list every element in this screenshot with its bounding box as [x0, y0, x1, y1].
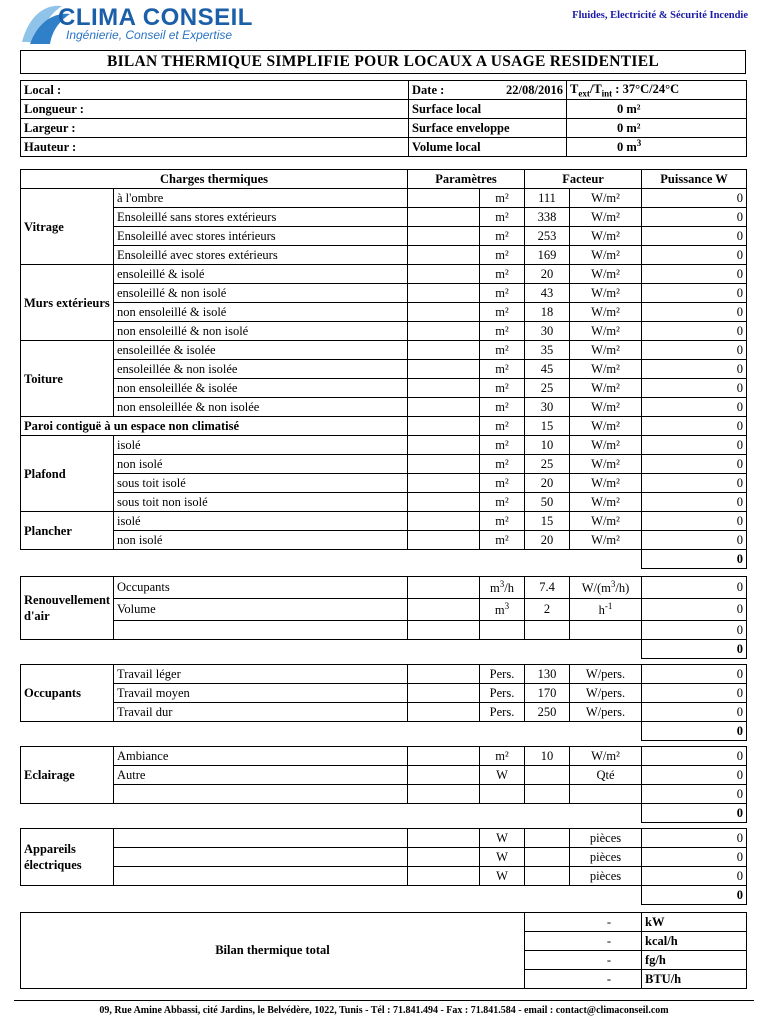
table-row: [21, 284, 747, 303]
temp-sep: /T: [589, 81, 602, 96]
table-row: [21, 303, 747, 322]
table-row: [21, 665, 747, 684]
param-input: [408, 284, 480, 303]
brand-tagline: Ingénierie, Conseil et Expertise: [66, 28, 233, 42]
table-row: [21, 379, 747, 398]
param-input: [408, 208, 480, 227]
row-factor: [525, 785, 570, 804]
row-factor-unit: Qté: [570, 766, 642, 785]
row-unit: m²: [480, 303, 525, 322]
row-label: [114, 848, 408, 867]
group-label-toiture: Toiture: [21, 341, 114, 417]
row-factor-unit: W/m²: [570, 398, 642, 417]
footer-rule: [14, 1000, 754, 1001]
table-row: [21, 867, 747, 886]
temp-ext: ext: [578, 88, 590, 99]
spacer: [21, 550, 642, 569]
row-unit: m²: [480, 436, 525, 455]
longueur-label: Longueur :: [21, 100, 409, 119]
bilan-value: -: [525, 951, 642, 970]
param-input: [408, 684, 480, 703]
spacer: [21, 722, 642, 741]
table-row: [21, 398, 747, 417]
row-unit: m²: [480, 227, 525, 246]
row-factor-unit: W/pers.: [570, 684, 642, 703]
surface-enveloppe-label: Surface enveloppe: [409, 119, 567, 138]
row-factor: [525, 848, 570, 867]
funit-exp: 3: [610, 578, 616, 589]
row-factor: 25: [525, 455, 570, 474]
bilan-value: -: [525, 913, 642, 932]
col-charges: Charges thermiques: [21, 170, 408, 189]
renouvellement-label: Renouvellement d'air: [21, 577, 114, 640]
param-input: [408, 417, 480, 436]
param-input: [408, 867, 480, 886]
row-unit: m²: [480, 189, 525, 208]
renouvellement-table: [20, 576, 747, 659]
temp-t: T: [570, 81, 579, 96]
row-factor: 10: [525, 436, 570, 455]
row-unit: W: [480, 829, 525, 848]
table-row: [21, 246, 747, 265]
param-input: [408, 303, 480, 322]
table-row: [21, 684, 747, 703]
param-input: [408, 246, 480, 265]
row-factor: 253: [525, 227, 570, 246]
row-label: Travail moyen: [114, 684, 408, 703]
row-label: [114, 867, 408, 886]
funit-base: h: [598, 603, 605, 618]
row-label: non ensoleillé & isolé: [114, 303, 408, 322]
param-input: [408, 665, 480, 684]
row-unit: m²: [480, 747, 525, 766]
row-label: isolé: [114, 436, 408, 455]
param-input: [408, 398, 480, 417]
row-label: [114, 829, 408, 848]
row-factor: 45: [525, 360, 570, 379]
row-label: Ensoleillé sans stores extérieurs: [114, 208, 408, 227]
row-unit: W: [480, 848, 525, 867]
row-factor: 30: [525, 322, 570, 341]
param-input: [408, 829, 480, 848]
row-label: sous toit isolé: [114, 474, 408, 493]
row-unit: m²: [480, 341, 525, 360]
row-power: 0: [642, 747, 747, 766]
param-input: [408, 455, 480, 474]
eclairage-subtotal: 0: [642, 804, 747, 823]
row-factor-unit: W/m²: [570, 208, 642, 227]
param-input: [408, 747, 480, 766]
col-facteur: Facteur: [525, 170, 642, 189]
table-row: [21, 848, 747, 867]
table-row: [21, 829, 747, 848]
row-power: 0: [642, 322, 747, 341]
funit-base: W/(m: [581, 581, 611, 596]
row-factor-unit: W/m²: [570, 284, 642, 303]
row-label: ensoleillé & isolé: [114, 265, 408, 284]
group-label-plancher: Plancher: [21, 512, 114, 550]
param-input: [408, 703, 480, 722]
param-input: [408, 436, 480, 455]
services-line: Fluides, Electricité & Sécurité Incendie: [572, 10, 748, 21]
row-unit: Pers.: [480, 703, 525, 722]
row-factor-unit: W/m²: [570, 227, 642, 246]
unit-exp: 3: [499, 578, 505, 589]
date-label: Date :: [412, 82, 445, 97]
bilan-body: [21, 913, 747, 989]
row-power: 0: [642, 208, 747, 227]
renouvellement-extra-power: 0: [642, 621, 747, 640]
row-power: 0: [642, 829, 747, 848]
bilan-value: -: [525, 970, 642, 989]
row-power: 0: [642, 684, 747, 703]
row-power: 0: [642, 189, 747, 208]
row-unit: m²: [480, 284, 525, 303]
row-label: sous toit non isolé: [114, 493, 408, 512]
funit-tail: /h): [615, 581, 630, 596]
charges-body: [21, 189, 747, 550]
row-unit: m²: [480, 455, 525, 474]
row-factor-unit: W/m²: [570, 493, 642, 512]
row-power: 0: [642, 531, 747, 550]
row-power: 0: [642, 493, 747, 512]
row-factor: 10: [525, 747, 570, 766]
row-factor-unit: W/m²: [570, 379, 642, 398]
row-unit: m²: [480, 208, 525, 227]
bilan-unit: fg/h: [642, 951, 747, 970]
occupants-table: [20, 664, 747, 741]
eclairage-table: [20, 746, 747, 823]
row-factor: 130: [525, 665, 570, 684]
occupants-subtotal: 0: [642, 722, 747, 741]
surface-enveloppe-value: [567, 119, 747, 138]
row-unit: m²: [480, 265, 525, 284]
row-power: 0: [642, 848, 747, 867]
row-factor: 25: [525, 379, 570, 398]
table-row: [21, 265, 747, 284]
surface-local-label: Surface local: [409, 100, 567, 119]
table-row: [21, 341, 747, 360]
row-factor: 15: [525, 512, 570, 531]
row-label: ensoleillée & isolée: [114, 341, 408, 360]
row-factor-unit: W/pers.: [570, 703, 642, 722]
bilan-unit: kcal/h: [642, 932, 747, 951]
row-label: ensoleillée & non isolée: [114, 360, 408, 379]
group-label-vitrage: Vitrage: [21, 189, 114, 265]
row-unit: m²: [480, 379, 525, 398]
param-input: [408, 531, 480, 550]
row-factor: 18: [525, 303, 570, 322]
row-factor-unit: pièces: [570, 867, 642, 886]
row-label: Ensoleillé avec stores extérieurs: [114, 246, 408, 265]
charges-table: [20, 169, 747, 569]
row-factor: 250: [525, 703, 570, 722]
col-puissance: Puissance W: [642, 170, 747, 189]
row-unit: [480, 785, 525, 804]
row-power: 0: [642, 360, 747, 379]
table-row: [21, 455, 747, 474]
renouvellement-occupants-label: Occupants: [114, 577, 408, 599]
temp-int: int: [601, 88, 613, 99]
row-label: [114, 785, 408, 804]
volume-local-value: [567, 138, 747, 157]
row-factor: 338: [525, 208, 570, 227]
surface-local-value: [567, 100, 747, 119]
row-factor: 50: [525, 493, 570, 512]
bilan-unit: kW: [642, 913, 747, 932]
spacer: [21, 640, 642, 659]
param-input: [408, 227, 480, 246]
row-factor: 169: [525, 246, 570, 265]
row-power: 0: [642, 455, 747, 474]
table-row: [21, 512, 747, 531]
row-factor-unit: W/m²: [570, 360, 642, 379]
bilan-value: -: [525, 932, 642, 951]
row-power: 0: [642, 867, 747, 886]
renouvellement-volume-factor: 2: [525, 599, 570, 621]
row-factor-unit: W/m²: [570, 455, 642, 474]
row-factor: 20: [525, 265, 570, 284]
occupants-label: Occupants: [21, 665, 114, 722]
appareils-label: Appareils électriques: [21, 829, 114, 886]
unit-base: m: [494, 603, 505, 618]
row-unit: Pers.: [480, 684, 525, 703]
row-factor-unit: W/m²: [570, 531, 642, 550]
row-factor-unit: W/m²: [570, 747, 642, 766]
table-row: [21, 913, 747, 932]
row-factor-unit: [570, 785, 642, 804]
unit-tail: /h: [504, 581, 514, 596]
param-input: [408, 577, 480, 599]
subtotal-charges: 0: [642, 550, 747, 569]
row-power: 0: [642, 703, 747, 722]
row-unit: m²: [480, 398, 525, 417]
table-row: [21, 417, 747, 436]
param-input: [408, 341, 480, 360]
row-unit: m²: [480, 493, 525, 512]
row-label: Autre: [114, 766, 408, 785]
row-factor-unit: pièces: [570, 848, 642, 867]
col-parametres: Paramètres: [408, 170, 525, 189]
renouvellement-occupants-funit: [570, 577, 642, 599]
surface-enveloppe-number: 0 m²: [617, 120, 641, 135]
renouvellement-volume-unit: [480, 599, 525, 621]
occupants-body: [21, 665, 747, 722]
row-power: 0: [642, 436, 747, 455]
param-input: [408, 322, 480, 341]
unit-exp: 3: [504, 600, 510, 611]
empty-cell: [570, 621, 642, 640]
row-label: isolé: [114, 512, 408, 531]
row-factor-unit: W/m²: [570, 474, 642, 493]
row-factor-unit: W/m²: [570, 303, 642, 322]
row-factor: 111: [525, 189, 570, 208]
row-power: 0: [642, 398, 747, 417]
row-factor-unit: W/m²: [570, 512, 642, 531]
empty-cell: [480, 621, 525, 640]
row-unit: m²: [480, 531, 525, 550]
table-row: [21, 531, 747, 550]
local-label: Local :: [21, 81, 409, 100]
eclairage-body: [21, 747, 747, 804]
appareils-table: [20, 828, 747, 905]
date-cell: [409, 81, 567, 100]
row-factor-unit: W/m²: [570, 189, 642, 208]
spacer: [21, 804, 642, 823]
eclairage-label: Eclairage: [21, 747, 114, 804]
row-factor: [525, 829, 570, 848]
table-row: [21, 766, 747, 785]
table-row: [21, 493, 747, 512]
date-value: 22/08/2016: [506, 82, 563, 97]
table-row: [21, 360, 747, 379]
brand-name: CLIMA CONSEIL: [58, 4, 253, 31]
temperature-cell: [567, 81, 747, 100]
row-power: 0: [642, 246, 747, 265]
bilan-table: [20, 912, 747, 989]
volume-local-label: Volume local: [409, 138, 567, 157]
row-label: non ensoleillée & non isolée: [114, 398, 408, 417]
row-factor-unit: pièces: [570, 829, 642, 848]
table-row: [21, 189, 747, 208]
row-power: 0: [642, 665, 747, 684]
param-input: [408, 379, 480, 398]
row-factor: [525, 867, 570, 886]
row-label: Travail léger: [114, 665, 408, 684]
group-label-plafond: Plafond: [21, 436, 114, 512]
param-input: [408, 766, 480, 785]
group-label-paroi: Paroi contiguë à un espace non climatisé: [21, 417, 408, 436]
empty-cell: [114, 621, 408, 640]
hauteur-label: Hauteur :: [21, 138, 409, 157]
table-row: [21, 785, 747, 804]
param-input: [408, 785, 480, 804]
table-row: [21, 208, 747, 227]
row-label: non ensoleillé & non isolé: [114, 322, 408, 341]
table-row: [21, 322, 747, 341]
row-factor-unit: W/m²: [570, 322, 642, 341]
row-factor: 43: [525, 284, 570, 303]
row-unit: m²: [480, 417, 525, 436]
footer-address: 09, Rue Amine Abbassi, cité Jardins, le Belvédère, 1022, Tunis - Tél : 71.841.494 - Fax : 71.841.584 - email : contact@climaconseil.com: [99, 1005, 669, 1016]
renouvellement-occupants-power: 0: [642, 577, 747, 599]
row-unit: m²: [480, 512, 525, 531]
surface-local-number: 0 m²: [617, 101, 641, 116]
unit-base: m: [490, 581, 500, 596]
row-label: non ensoleillée & isolée: [114, 379, 408, 398]
param-input: [408, 189, 480, 208]
appareils-body: [21, 829, 747, 886]
row-unit: Pers.: [480, 665, 525, 684]
table-row: [21, 436, 747, 455]
row-unit: m²: [480, 246, 525, 265]
renouvellement-occupants-factor: 7.4: [525, 577, 570, 599]
row-label: à l'ombre: [114, 189, 408, 208]
table-row: [21, 474, 747, 493]
param-input: [408, 265, 480, 284]
row-factor: 30: [525, 398, 570, 417]
param-input: [408, 360, 480, 379]
row-factor-unit: W/m²: [570, 246, 642, 265]
row-power: 0: [642, 766, 747, 785]
renouvellement-occupants-unit: [480, 577, 525, 599]
row-label: Ensoleillé avec stores intérieurs: [114, 227, 408, 246]
row-unit: m²: [480, 360, 525, 379]
row-factor: 20: [525, 531, 570, 550]
funit-exp: -1: [604, 600, 613, 611]
renouvellement-volume-label: Volume: [114, 599, 408, 621]
param-input: [408, 512, 480, 531]
renouvellement-volume-power: 0: [642, 599, 747, 621]
row-power: 0: [642, 303, 747, 322]
row-power: 0: [642, 417, 747, 436]
param-input: [408, 474, 480, 493]
row-power: 0: [642, 785, 747, 804]
row-factor-unit: W/pers.: [570, 665, 642, 684]
row-unit: W: [480, 867, 525, 886]
row-factor: [525, 766, 570, 785]
row-factor-unit: W/m²: [570, 436, 642, 455]
appareils-subtotal: 0: [642, 886, 747, 905]
row-factor: 15: [525, 417, 570, 436]
row-label: non isolé: [114, 455, 408, 474]
group-label-murs: Murs extérieurs: [21, 265, 114, 341]
row-power: 0: [642, 474, 747, 493]
param-input: [408, 848, 480, 867]
row-label: Ambiance: [114, 747, 408, 766]
bilan-unit: BTU/h: [642, 970, 747, 989]
bilan-label: Bilan thermique total: [21, 913, 525, 989]
row-power: 0: [642, 284, 747, 303]
spacer: [21, 886, 642, 905]
table-row: [21, 227, 747, 246]
row-power: 0: [642, 512, 747, 531]
row-factor-unit: W/m²: [570, 417, 642, 436]
row-factor-unit: W/m²: [570, 265, 642, 284]
row-unit: m²: [480, 322, 525, 341]
row-label: non isolé: [114, 531, 408, 550]
row-unit: W: [480, 766, 525, 785]
temp-value: : 37°C/24°C: [612, 81, 680, 96]
row-unit: m²: [480, 474, 525, 493]
table-row: [21, 703, 747, 722]
table-row: [21, 747, 747, 766]
info-table: [20, 80, 747, 157]
param-input: [408, 493, 480, 512]
row-factor: 35: [525, 341, 570, 360]
largeur-label: Largeur :: [21, 119, 409, 138]
renouvellement-volume-funit: [570, 599, 642, 621]
row-power: 0: [642, 379, 747, 398]
row-power: 0: [642, 227, 747, 246]
row-factor: 20: [525, 474, 570, 493]
volume-exponent: 3: [636, 138, 642, 149]
row-label: Travail dur: [114, 703, 408, 722]
row-power: 0: [642, 265, 747, 284]
page-title: BILAN THERMIQUE SIMPLIFIE POUR LOCAUX A USAGE RESIDENTIEL: [20, 50, 746, 74]
row-label: ensoleillé & non isolé: [114, 284, 408, 303]
renouvellement-subtotal: 0: [642, 640, 747, 659]
empty-cell: [408, 621, 480, 640]
row-factor-unit: W/m²: [570, 341, 642, 360]
row-power: 0: [642, 341, 747, 360]
empty-cell: [525, 621, 570, 640]
volume-local-number: 0 m: [617, 140, 637, 155]
param-input: [408, 599, 480, 621]
row-factor: 170: [525, 684, 570, 703]
